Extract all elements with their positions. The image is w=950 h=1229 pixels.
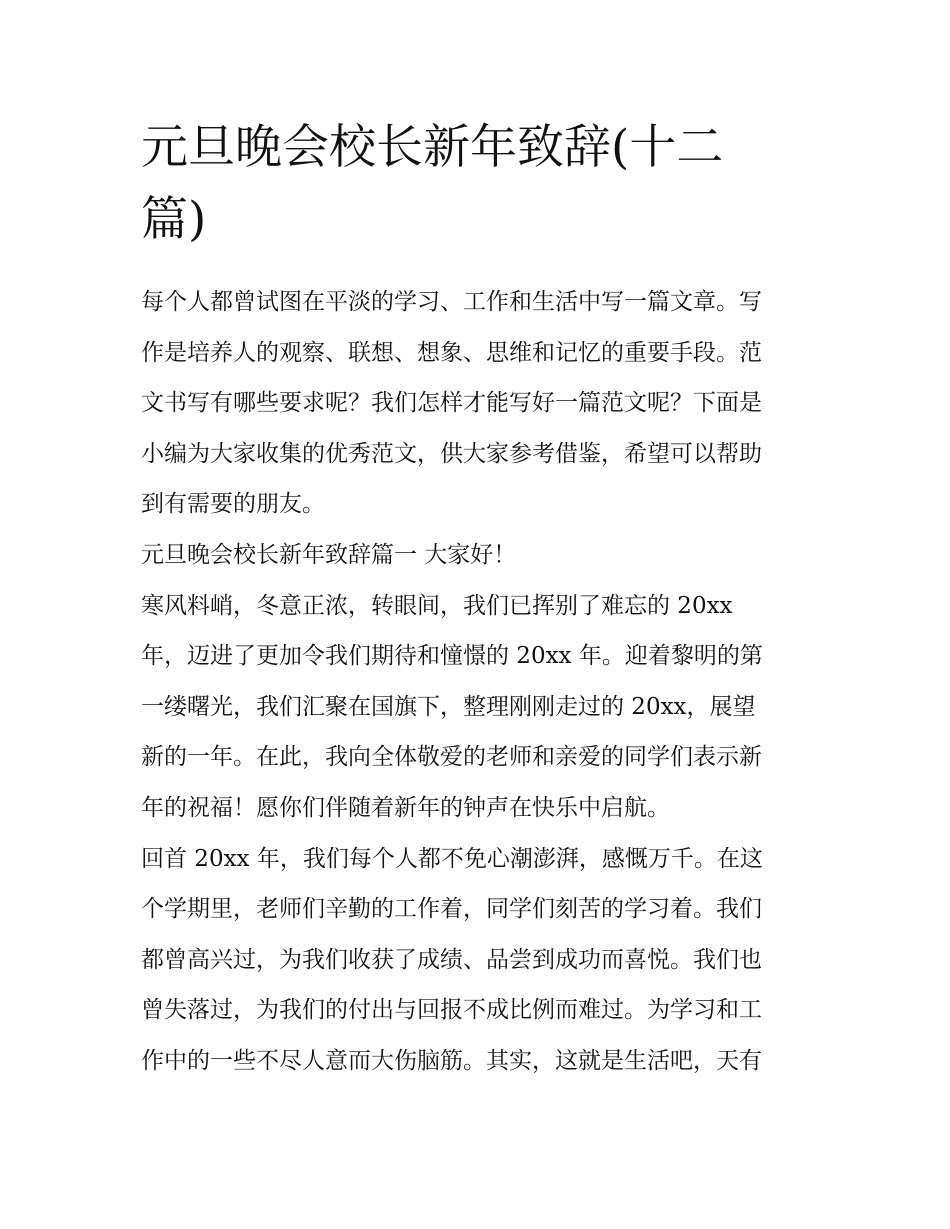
text-line: 到有需要的朋友。 [141, 491, 325, 518]
text-line: 小编为大家收集的优秀范文，供大家参考借鉴，希望可以帮助 [141, 440, 762, 467]
text-line: 年，迈进了更加令我们期待和憧憬的 20xx 年。迎着黎明的第 [141, 643, 763, 670]
text-line: 文书写有哪些要求呢？我们怎样才能写好一篇范文呢？下面是 [141, 390, 762, 417]
title-line-2: 篇) [141, 192, 207, 247]
text-line: 新的一年。在此，我向全体敬爱的老师和亲爱的同学们表示新 [141, 744, 762, 771]
text-line: 作中的一些不尽人意而大伤脑筋。其实，这就是生活吧，天有 [141, 1047, 762, 1074]
section-heading-line: 元旦晚会校长新年致辞篇一 大家好！ [141, 541, 517, 568]
text-line: 个学期里，老师们辛勤的工作着，同学们刻苦的学习着。我们 [141, 896, 762, 923]
document-title [141, 112, 821, 256]
text-line: 曾失落过，为我们的付出与回报不成比例而难过。为学习和工 [141, 997, 762, 1024]
text-line: 年的祝福！愿你们伴随着新年的钟声在快乐中启航。 [141, 794, 670, 821]
document-body [141, 277, 831, 1087]
title-line-1: 元旦晚会校长新年致辞(十二 [141, 120, 724, 175]
text-line: 作是培养人的观察、联想、想象、思维和记忆的重要手段。范 [141, 339, 762, 366]
text-line: 寒风料峭，冬意正浓，转眼间，我们已挥别了难忘的 20xx [141, 592, 733, 619]
text-line: 回首 20xx 年，我们每个人都不免心潮澎湃，感慨万千。在这 [141, 845, 763, 872]
text-line: 每个人都曾试图在平淡的学习、工作和生活中写一篇文章。写 [141, 289, 762, 315]
text-line: 一缕曙光，我们汇聚在国旗下，整理刚刚走过的 20xx，展望 [141, 693, 756, 720]
text-line: 都曾高兴过，为我们收获了成绩、品尝到成功而喜悦。我们也 [141, 946, 762, 973]
